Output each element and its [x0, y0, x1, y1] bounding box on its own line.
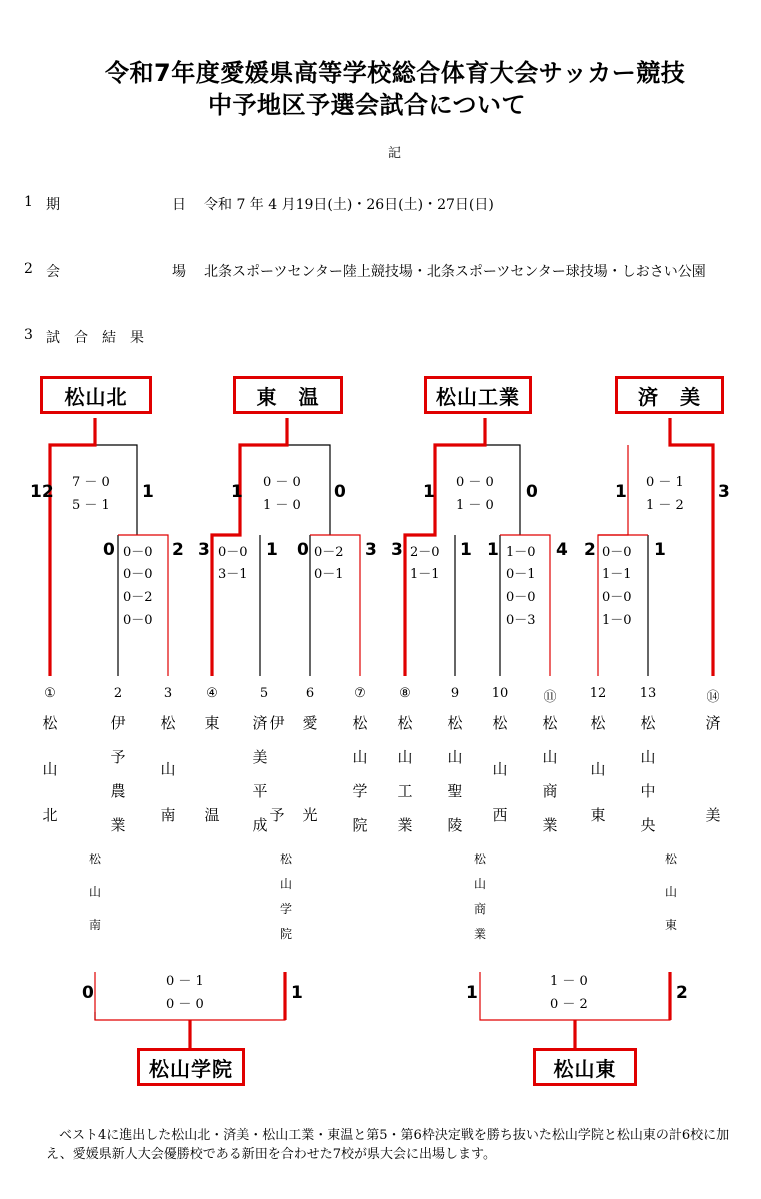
- half-score: 0－0: [123, 613, 153, 628]
- half-score: 0－0: [506, 590, 536, 605]
- match-score: 12: [30, 482, 54, 502]
- team-number: ⑧: [399, 686, 411, 701]
- team-number: 6: [305, 686, 315, 701]
- item-1-label: 期 日: [46, 197, 186, 213]
- qualification-notice: ベスト4に進出した松山北・済美・松山工業・東温と第5・第6枠決定戦を勝ち抜いた松山学院と松山東の計6校に加え、愛媛県新人大会優勝校である新田を合わせた7校が県大会に出場します。: [46, 1128, 730, 1162]
- item-1-text: 令和 7 年 4 月19日(土)・26日(土)・27日(日): [204, 197, 494, 213]
- playoff-team-matsuyama-gakuin: 松 山 学 院: [279, 852, 292, 941]
- half-score: 1－1: [602, 567, 632, 582]
- document-title-line2: 中予地区予選会試合について: [208, 91, 527, 119]
- team-name-matsuyama-shogyo: 松 山 商 業: [542, 714, 558, 834]
- winner-box-matsuyama-higashi: 松山東: [533, 1048, 637, 1086]
- team-number: 5: [259, 686, 269, 701]
- half-score: 0－0: [218, 545, 248, 560]
- half-score: 1－0: [602, 613, 632, 628]
- match-score: 0: [82, 983, 94, 1003]
- playoff-team-matsuyama-higashi: 松 山 東: [664, 852, 677, 932]
- winner-box-matsuyama-kita: 松山北: [40, 376, 152, 414]
- team-name-matsuyama-gakuin: 松 山 学 院: [352, 714, 368, 834]
- match-score: 1: [266, 540, 278, 560]
- half-score: 0－0: [123, 545, 153, 560]
- half-score: 0－3: [506, 613, 536, 628]
- item-3-number: 3: [24, 327, 33, 343]
- document-title-line1: 令和7年度愛媛県高等学校総合体育大会サッカー競技: [105, 59, 686, 87]
- half-score: 2－0: [410, 545, 440, 560]
- half-score: 0－1: [314, 567, 344, 582]
- match-score: 1: [460, 540, 472, 560]
- half-score: 1－1: [410, 567, 440, 582]
- match-score: 1: [142, 482, 154, 502]
- match-score: 1: [231, 482, 243, 502]
- match-score: 1: [291, 983, 303, 1003]
- ki-mark: 記: [388, 146, 402, 161]
- playoff-team-matsuyama-minami: 松 山 南: [88, 852, 101, 932]
- playoff-team-matsuyama-shogyo: 松 山 商 業: [473, 852, 486, 941]
- team-name-aiko: 愛 光: [302, 714, 318, 824]
- team-number: 10: [491, 686, 509, 701]
- team-name-saibi: 済 美: [705, 714, 721, 824]
- half-score: 1 － 0: [550, 974, 588, 989]
- match-score: 1: [423, 482, 435, 502]
- half-score: 0－0: [123, 567, 153, 582]
- team-number: 13: [639, 686, 657, 701]
- item-1-number: 1: [24, 194, 33, 210]
- item-2-label: 会 場: [46, 264, 186, 280]
- half-score: 0 － 1: [646, 475, 684, 490]
- match-score: 3: [391, 540, 403, 560]
- team-number: 12: [589, 686, 607, 701]
- match-score: 0: [103, 540, 115, 560]
- team-number: ⑪: [543, 690, 557, 705]
- half-score: 0 － 0: [166, 997, 204, 1012]
- match-score: 0: [297, 540, 309, 560]
- match-score: 2: [584, 540, 596, 560]
- team-name-matsuyama-kita: 松 山 北: [42, 714, 58, 824]
- match-score: 0: [334, 482, 346, 502]
- half-score: 0－1: [506, 567, 536, 582]
- winner-box-saibi: 済 美: [615, 376, 724, 414]
- team-name-matsuyama-higashi: 松 山 東: [590, 714, 606, 824]
- match-score: 1: [487, 540, 499, 560]
- half-score: 0－0: [602, 545, 632, 560]
- team-name-toon: 東 温: [204, 714, 220, 824]
- half-score: 1 － 2: [646, 498, 684, 513]
- team-number: ④: [206, 686, 218, 701]
- team-name-matsuyama-seiryo: 松 山 聖 陵: [447, 714, 463, 834]
- match-score: 1: [654, 540, 666, 560]
- team-number: 9: [450, 686, 460, 701]
- team-name-iyo: 伊 予: [269, 714, 285, 824]
- team-name-saibi-heisei: 済 美 平 成: [252, 714, 268, 834]
- match-score: 2: [172, 540, 184, 560]
- match-score: 0: [526, 482, 538, 502]
- half-score: 0 － 0: [263, 475, 301, 490]
- match-score: 2: [676, 983, 688, 1003]
- winner-box-matsuyama-kogyo: 松山工業: [424, 376, 532, 414]
- team-number: ⑦: [354, 686, 366, 701]
- team-number: 2: [113, 686, 123, 701]
- team-name-matsuyama-chuo: 松 山 中 央: [640, 714, 656, 834]
- match-score: 3: [198, 540, 210, 560]
- team-number: ①: [44, 686, 56, 701]
- half-score: 0 － 2: [550, 997, 588, 1012]
- half-score: 0－0: [602, 590, 632, 605]
- match-score: 1: [615, 482, 627, 502]
- team-name-iyo-nogyo: 伊 予 農 業: [110, 714, 126, 834]
- team-number: 3: [163, 686, 173, 701]
- item-3-label: 試 合 結 果: [46, 330, 144, 346]
- team-name-matsuyama-kogyo: 松 山 工 業: [397, 714, 413, 834]
- winner-box-matsuyama-gakuin: 松山学院: [137, 1048, 245, 1086]
- half-score: 0 － 1: [166, 974, 204, 989]
- item-2-number: 2: [24, 261, 33, 277]
- match-score: 3: [718, 482, 730, 502]
- half-score: 1 － 0: [263, 498, 301, 513]
- half-score: 7 － 0: [72, 475, 110, 490]
- half-score: 1 － 0: [456, 498, 494, 513]
- winner-box-toon: 東 温: [233, 376, 343, 414]
- item-2-text: 北条スポーツセンター陸上競技場・北条スポーツセンター球技場・しおさい公園: [204, 264, 706, 280]
- half-score: 0 － 0: [456, 475, 494, 490]
- half-score: 5 － 1: [72, 498, 110, 513]
- half-score: 0－2: [314, 545, 344, 560]
- match-score: 3: [365, 540, 377, 560]
- match-score: 4: [556, 540, 568, 560]
- match-score: 1: [466, 983, 478, 1003]
- team-number: ⑭: [706, 690, 720, 705]
- team-name-matsuyama-nishi: 松 山 西: [492, 714, 508, 824]
- half-score: 3－1: [218, 567, 248, 582]
- half-score: 0－2: [123, 590, 153, 605]
- half-score: 1－0: [506, 545, 536, 560]
- team-name-matsuyama-minami: 松 山 南: [160, 714, 176, 824]
